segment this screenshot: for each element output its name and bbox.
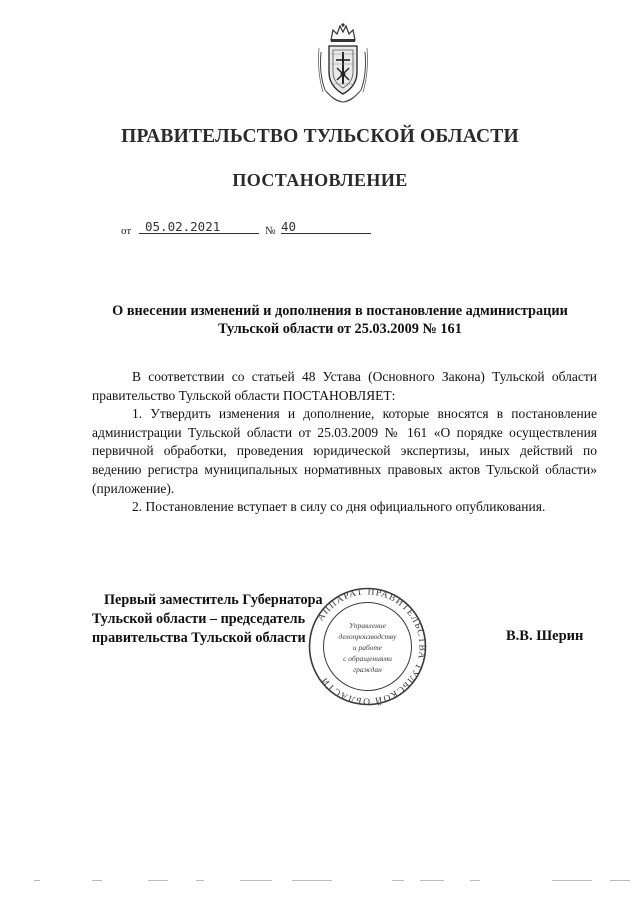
- organization-title: ПРАВИТЕЛЬСТВО ТУЛЬСКОЙ ОБЛАСТИ: [121, 126, 519, 147]
- preamble-paragraph: В соответствии со статьей 48 Устава (Основного Закона) Тульской области правительство Тульской области ПОСТАНОВЛЯЕТ:: [92, 369, 597, 403]
- official-stamp: [300, 584, 435, 709]
- document-meta-line: [0, 220, 640, 240]
- coat-of-arms-emblem: [315, 22, 371, 104]
- signature-block: [92, 591, 323, 648]
- document-number: 40: [281, 220, 371, 234]
- signer-position-line-3: правительства Тульской области: [92, 630, 306, 646]
- document-body: [92, 368, 597, 517]
- document-date: 05.02.2021: [139, 220, 259, 234]
- scan-artifacts: [0, 880, 640, 890]
- stamp-line-2: делопроизводству: [338, 632, 397, 641]
- signer-name: В.В. Шерин: [506, 628, 584, 644]
- signer-position-line-1: Первый заместитель Губернатора: [104, 592, 323, 608]
- item-1-paragraph: 1. Утвердить изменения и дополнение, которые вносятся в постановление администрации Тульской области от 25.03.2009 № 161 «О порядке осуществления первичной обработки, проведения юридической экспертизы, иных действий по ведению регистра муниципальных нормативных правовых актов Тульской области» (приложение).: [92, 406, 597, 496]
- signer-position-line-2: Тульской области – председатель: [92, 611, 306, 627]
- stamp-line-5: граждан: [353, 665, 382, 674]
- stamp-outer-text: АППАРАТ ПРАВИТЕЛЬСТВА ТУЛЬСКОЙ ОБЛАСТИ: [315, 587, 427, 706]
- document-heading: О внесении изменений и дополнения в постановление администрации Тульской области от 25.03.2009 № 161: [112, 303, 568, 337]
- number-label: №: [265, 225, 276, 237]
- date-label: от: [121, 225, 132, 237]
- document-type-title: ПОСТАНОВЛЕНИЕ: [232, 170, 408, 190]
- stamp-line-3: и работе: [352, 643, 383, 652]
- item-2-paragraph: 2. Постановление вступает в силу со дня официального опубликования.: [132, 499, 546, 515]
- stamp-line-1: Управление: [349, 621, 386, 630]
- stamp-line-4: с обращениями: [343, 654, 392, 663]
